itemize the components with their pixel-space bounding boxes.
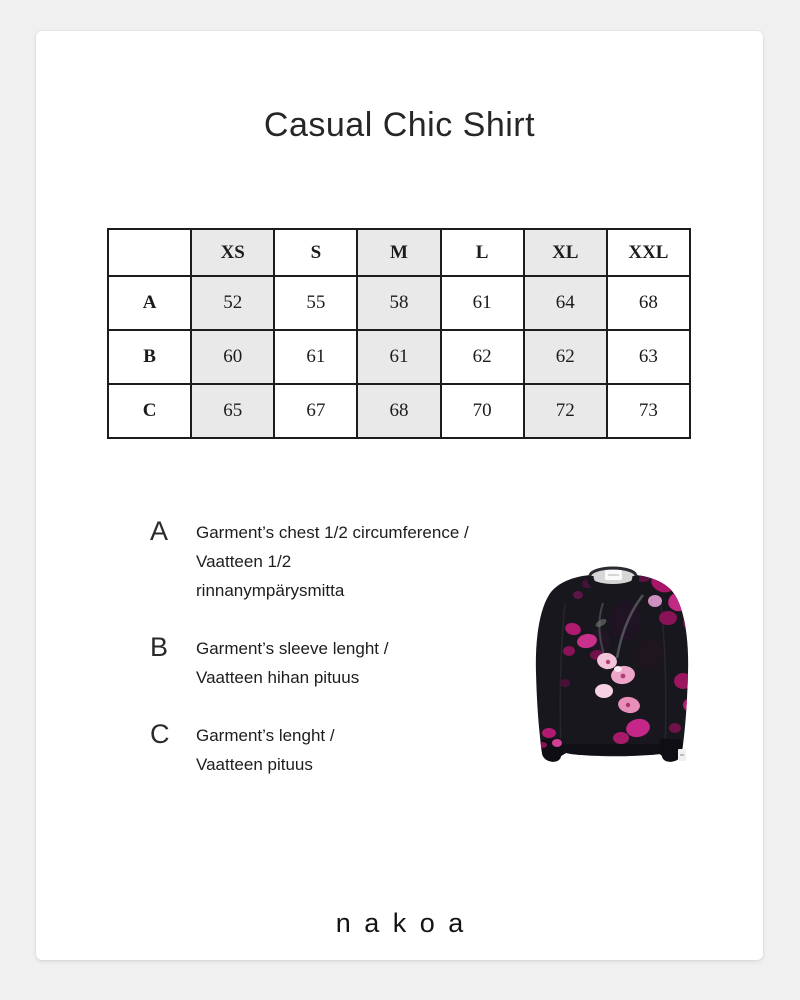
size-value-B-XS: 60 [191, 330, 274, 384]
size-value-C-XL: 72 [524, 384, 607, 438]
size-table-header-row [108, 229, 690, 276]
size-value-B-XXL: 63 [607, 330, 690, 384]
legend-description-B: Garment’s sleeve lenght / Vaatteen hihan pituus [196, 639, 389, 687]
size-value-B-XL: 62 [524, 330, 607, 384]
size-value-A-XXL: 68 [607, 276, 690, 330]
size-value-C-XXL: 73 [607, 384, 690, 438]
size-column-header-L: L [441, 229, 524, 276]
legend-letter-C: C [150, 719, 170, 749]
legend-letter-B: B [150, 632, 169, 662]
legend-item-C [150, 721, 510, 779]
size-guide-card [36, 31, 763, 960]
size-column-header-S: S [274, 229, 357, 276]
brand-logo: nakoa [335, 908, 477, 938]
size-table-row-C [108, 384, 690, 438]
legend-item-A [150, 518, 510, 605]
product-photo-sweatshirt [505, 563, 717, 775]
size-value-A-M: 58 [357, 276, 440, 330]
legend-description-C: Garment’s lenght / Vaatteen pituus [196, 726, 335, 774]
legend-letter-A: A [150, 516, 169, 546]
size-value-B-S: 61 [274, 330, 357, 384]
size-value-A-XL: 64 [524, 276, 607, 330]
size-value-C-S: 67 [274, 384, 357, 438]
size-value-C-XS: 65 [191, 384, 274, 438]
size-column-header-M: M [357, 229, 440, 276]
size-table-corner-cell [108, 229, 191, 276]
legend-description-A: Garment’s chest 1/2 circumference / Vaatteen 1/2 rinnanympärysmitta [196, 523, 469, 600]
size-value-A-XS: 52 [191, 276, 274, 330]
size-value-A-L: 61 [441, 276, 524, 330]
page-title: Casual Chic Shirt [263, 106, 536, 144]
size-value-B-M: 61 [357, 330, 440, 384]
measurement-legend [150, 518, 510, 808]
size-value-B-L: 62 [441, 330, 524, 384]
size-table-row-A [108, 276, 690, 330]
size-table-row-B [108, 330, 690, 384]
size-value-C-M: 68 [357, 384, 440, 438]
measurement-label-C: C [108, 384, 191, 438]
size-table [107, 228, 691, 439]
size-column-header-XS: XS [191, 229, 274, 276]
measurement-label-A: A [108, 276, 191, 330]
sweatshirt-illustration [505, 563, 717, 775]
hem-band [561, 744, 665, 755]
size-value-C-L: 70 [441, 384, 524, 438]
measurement-label-B: B [108, 330, 191, 384]
size-column-header-XL: XL [524, 229, 607, 276]
legend-item-B [150, 634, 510, 692]
size-value-A-S: 55 [274, 276, 357, 330]
size-column-header-XXL: XXL [607, 229, 690, 276]
